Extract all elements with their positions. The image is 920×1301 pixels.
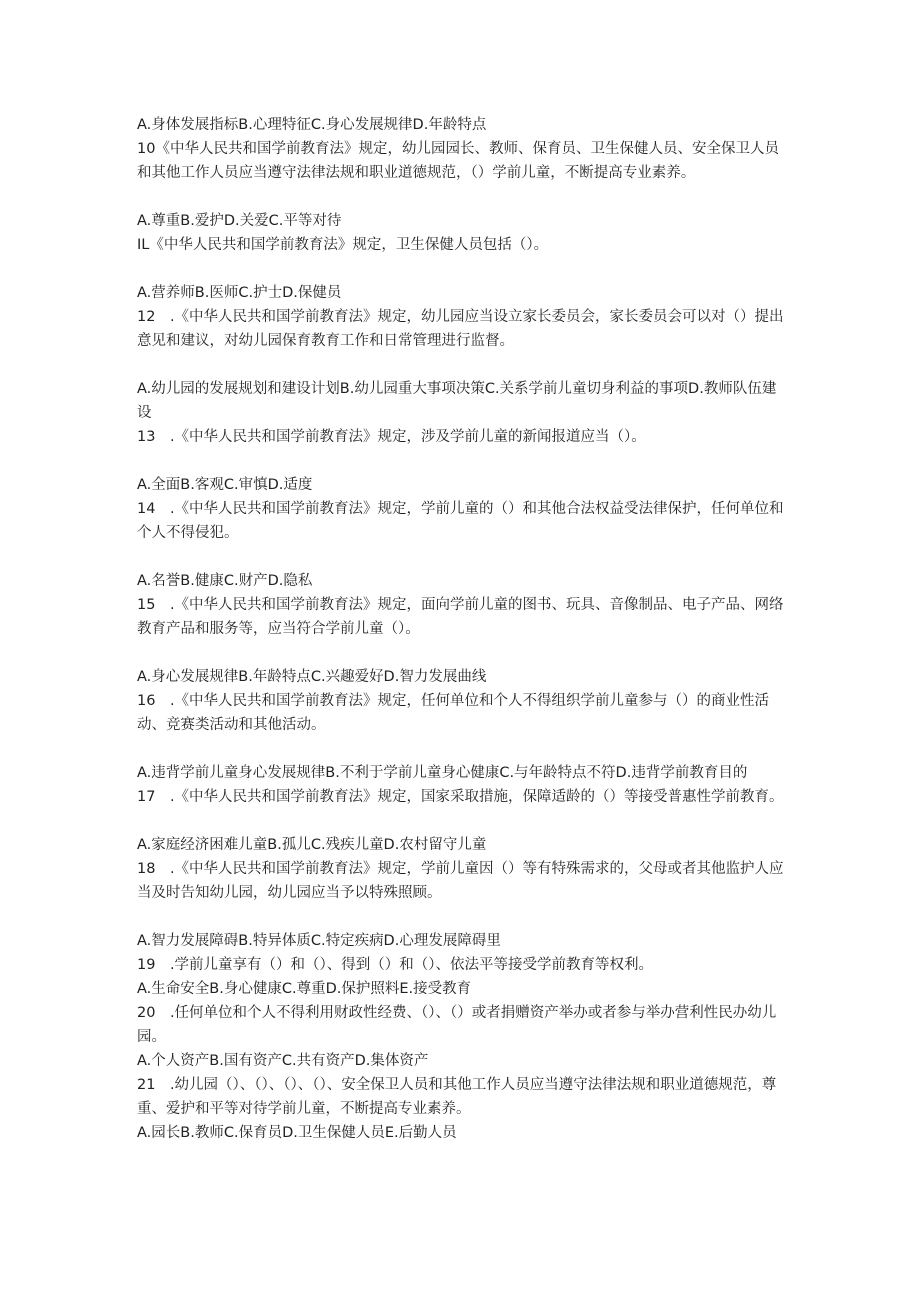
question-text: 17 .《中华人民共和国学前教育法》规定，国家采取措施，保障适龄的（）等接受普惠性学前教育。 bbox=[137, 789, 784, 805]
options-line: A.全面B.客观C.审慎D.适度 bbox=[137, 477, 313, 493]
question-text: 10《中华人民共和国学前教育法》规定，幼儿园园长、教师、保育员、卫生保健人员、安全保卫人员和其他工作人员应当遵守法律法规和职业道德规范，（）学前儿童，不断提高专业素养。 bbox=[137, 141, 779, 181]
document-body bbox=[137, 113, 787, 1145]
question-text: 21 .幼儿园（）、（）、（）、（）、安全保卫人员和其他工作人员应当遵守法律法规和职业道德规范，尊重、爱护和平等对待学前儿童，不断提高专业素养。 bbox=[137, 1077, 777, 1117]
options-line: A.家庭经济困难儿童B.孤儿C.残疾儿童D.农村留守儿童 bbox=[137, 837, 487, 853]
question-text: IL《中华人民共和国学前教育法》规定，卫生保健人员包括（）。 bbox=[137, 237, 549, 253]
question-text: 13 .《中华人民共和国学前教育法》规定，涉及学前儿童的新闻报道应当（）。 bbox=[137, 429, 646, 445]
options-line: A.违背学前儿童身心发展规律B.不利于学前儿童身心健康C.与年龄特点不符D.违背学前教育目的 bbox=[137, 765, 748, 781]
options-line: A.园长B.教师C.保育员D.卫生保健人员E.后勤人员 bbox=[137, 1125, 457, 1141]
options-line: A.名誉B.健康C.财产D.隐私 bbox=[137, 573, 313, 589]
options-line: A.营养师B.医师C.护士D.保健员 bbox=[137, 285, 342, 301]
options-line: A.智力发展障碍B.特异体质C.特定疾病D.心理发展障碍里 bbox=[137, 933, 501, 949]
paragraph-spacer bbox=[137, 353, 787, 377]
question-text: 16 .《中华人民共和国学前教育法》规定，任何单位和个人不得组织学前儿童参与（）的商业性活动、竞赛类活动和其他活动。 bbox=[137, 693, 770, 733]
question-text: 19 .学前儿童享有（）和（）、得到（）和（）、依法平等接受学前教育等权利。 bbox=[137, 957, 654, 973]
paragraph-spacer bbox=[137, 257, 787, 281]
paragraph-spacer bbox=[137, 809, 787, 833]
paragraph-spacer bbox=[137, 545, 787, 569]
paragraph-spacer bbox=[137, 449, 787, 473]
options-line: A.个人资产B.国有资产C.共有资产D.集体资产 bbox=[137, 1053, 429, 1069]
question-text: 12 .《中华人民共和国学前教育法》规定，幼儿园应当设立家长委员会，家长委员会可以对（）提出意见和建议，对幼儿园保育教育工作和日常管理进行监督。 bbox=[137, 309, 784, 349]
options-line: A.身心发展规律B.年龄特点C.兴趣爱好D.智力发展曲线 bbox=[137, 669, 487, 685]
question-text: 14 .《中华人民共和国学前教育法》规定，学前儿童的（）和其他合法权益受法律保护，任何单位和个人不得侵犯。 bbox=[137, 501, 784, 541]
options-line: A.幼儿园的发展规划和建设计划B.幼儿园重大事项决策C.关系学前儿童切身利益的事项D.教师队伍建设 bbox=[137, 381, 777, 421]
question-text: 15 .《中华人民共和国学前教育法》规定，面向学前儿童的图书、玩具、音像制品、电子产品、网络教育产品和服务等，应当符合学前儿童（）。 bbox=[137, 597, 784, 637]
paragraph-spacer bbox=[137, 641, 787, 665]
options-line: A.身体发展指标B.心理特征C.身心发展规律D.年龄特点 bbox=[137, 117, 487, 133]
options-line: A.尊重B.爱护D.关爱C.平等对待 bbox=[137, 213, 342, 229]
question-text: 18 .《中华人民共和国学前教育法》规定，学前儿童因（）等有特殊需求的，父母或者其他监护人应当及时告知幼儿园，幼儿园应当予以特殊照顾。 bbox=[137, 861, 784, 901]
paragraph-spacer bbox=[137, 905, 787, 929]
question-text: 20 .任何单位和个人不得利用财政性经费、（）、（）或者捐赠资产举办或者参与举办营利性民办幼儿园。 bbox=[137, 1005, 777, 1045]
paragraph-spacer bbox=[137, 185, 787, 209]
options-line: A.生命安全B.身心健康C.尊重D.保护照料E.接受教育 bbox=[137, 981, 472, 997]
paragraph-spacer bbox=[137, 737, 787, 761]
